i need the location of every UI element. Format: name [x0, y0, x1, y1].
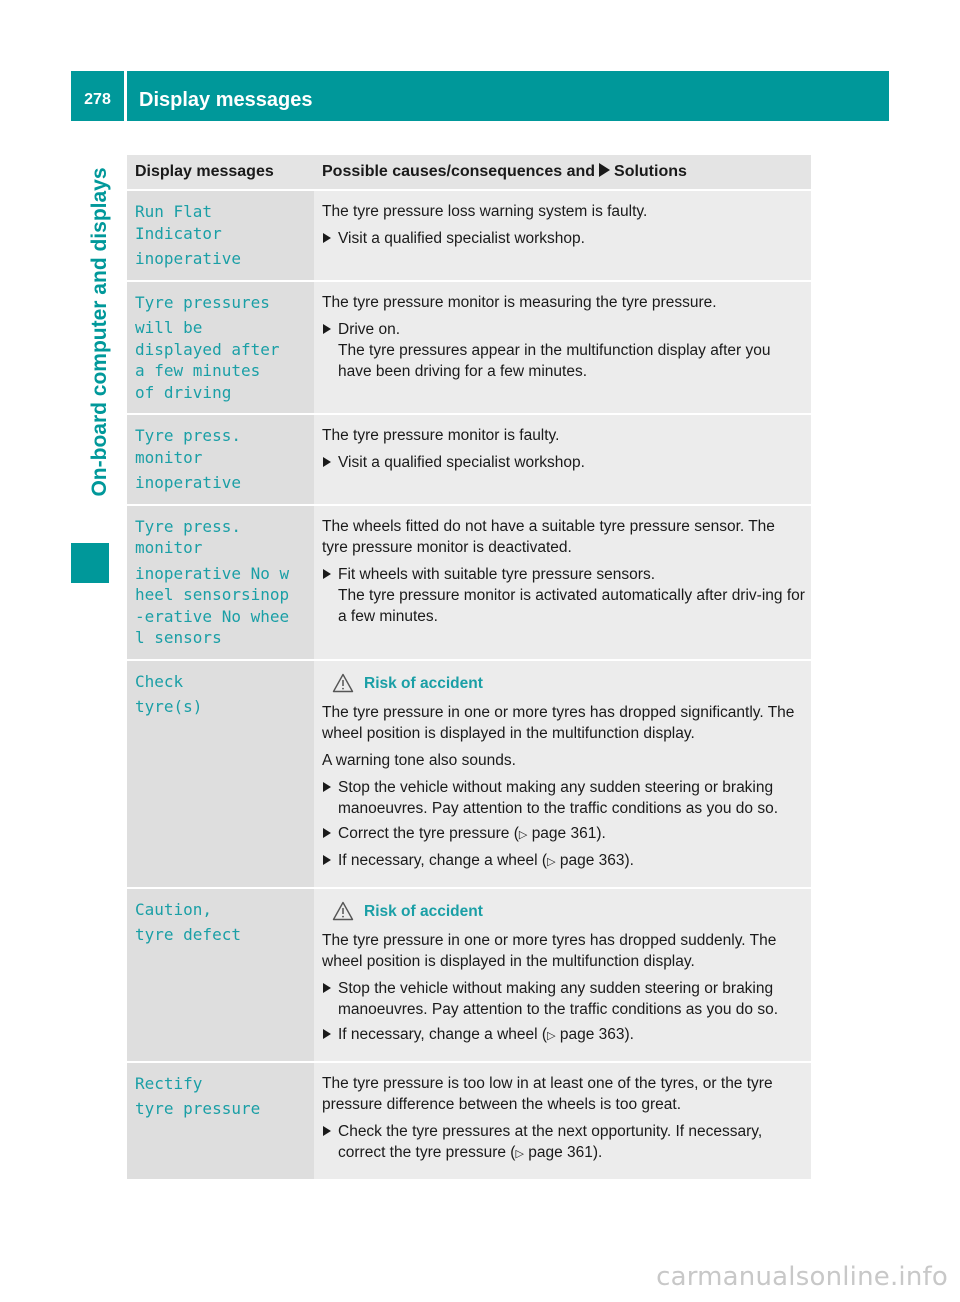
display-message-cell [127, 191, 314, 282]
header-divider [124, 71, 127, 121]
display-message-line: tyre pressure [135, 1099, 261, 1118]
solution-cell [314, 506, 811, 661]
page-header [71, 71, 889, 121]
cause-text: The tyre pressure loss warning system is faulty. [322, 203, 648, 220]
cause-text: The tyre pressure is too low in at least one of the tyres, or the tyre pressure difference between the wheels is too great. [322, 1074, 773, 1113]
display-message-cell [127, 506, 314, 661]
cause-text-extra: A warning tone also sounds. [322, 751, 516, 769]
cause-text: The tyre pressure monitor is faulty. [322, 427, 560, 444]
step-arrow-icon [323, 1126, 331, 1136]
table-row [127, 282, 811, 416]
step-arrow-icon [323, 828, 331, 838]
solution-cell [314, 661, 811, 889]
display-message-cell [127, 282, 314, 416]
step-text: Visit a qualified specialist workshop. [338, 454, 585, 471]
cause-text: The wheels fitted do not have a suitable tyre pressure sensor. The tyre pressure monitor is deactivated. [322, 517, 775, 556]
display-message-cell [127, 415, 314, 506]
display-message-line: Run Flat Indicator [135, 202, 222, 243]
step-arrow-icon [323, 457, 331, 467]
column-header-solutions-text: Solutions [614, 163, 687, 180]
display-message-line: tyre(s) [135, 697, 203, 716]
solution-cell [314, 191, 811, 282]
step-text: Drive on. [338, 320, 401, 338]
solution-step [322, 823, 805, 846]
page-reference-icon: ▷ [547, 1029, 556, 1042]
page-reference-link[interactable]: page 361). [528, 1143, 603, 1161]
page-reference-icon: ▷ [547, 855, 556, 868]
watermark: carmanualsonline.info [656, 1262, 948, 1292]
page-reference-link[interactable]: page 363). [559, 1025, 634, 1043]
page-title: Display messages [139, 89, 313, 111]
table-row [127, 506, 811, 661]
cause-text: The tyre pressure in one or more tyres has dropped significantly. The wheel position is displayed in the multifunction display. [322, 703, 795, 742]
solution-step [322, 1121, 805, 1165]
solution-step [322, 564, 805, 627]
solution-cell [314, 1063, 811, 1181]
play-arrow-icon [599, 163, 610, 177]
chapter-marker-block [71, 543, 109, 583]
solution-cell [314, 282, 811, 416]
table-row [127, 661, 811, 889]
page-reference-icon: ▷ [515, 1147, 524, 1160]
step-arrow-icon [323, 324, 331, 334]
solution-step [322, 452, 805, 473]
display-message-cell [127, 661, 314, 889]
display-messages-table [127, 155, 811, 1181]
table-row [127, 889, 811, 1063]
display-message-cell [127, 1063, 314, 1181]
step-arrow-icon [323, 1029, 331, 1039]
step-text: Stop the vehicle without making any sudden steering or braking manoeuvres. Pay attention to the traffic conditions as you do so. [338, 979, 779, 1018]
display-message-line: inoperative No wheel sensorsinop‐erative No wheel sensors [135, 563, 290, 647]
display-message-line: Caution, [135, 899, 213, 919]
solution-cell [314, 415, 811, 506]
step-result-text: The tyre pressures appear in the multifunction display after you have been driving for a few minutes. [338, 341, 771, 380]
display-message-cell [127, 889, 314, 1063]
column-header-messages: Display messages [127, 155, 314, 191]
step-arrow-icon [323, 983, 331, 993]
side-label-container [84, 132, 116, 532]
step-arrow-icon [323, 569, 331, 579]
table-row [127, 415, 811, 506]
display-message-line: tyre defect [135, 925, 241, 944]
display-message-line: Tyre press. monitor [135, 426, 241, 467]
warning-text: Risk of accident [364, 902, 483, 920]
display-message-line: inoperative [135, 249, 241, 268]
solution-step [322, 850, 805, 873]
warning-heading [332, 901, 805, 922]
cause-text: The tyre pressure in one or more tyres has dropped suddenly. The wheel position is displayed in the multifunction display. [322, 931, 777, 970]
display-message-line: Check [135, 671, 184, 691]
column-header-causes-text: Possible causes/consequences and [322, 163, 596, 180]
step-text: Correct the tyre pressure ( [338, 824, 519, 842]
chapter-side-label: On-board computer and displays [88, 167, 111, 497]
step-text: Visit a qualified specialist workshop. [338, 230, 585, 247]
step-text: If necessary, change a wheel ( [338, 1025, 548, 1043]
step-arrow-icon [323, 233, 331, 243]
table-row [127, 191, 811, 282]
solution-step [322, 319, 805, 382]
table-header-row [127, 155, 811, 191]
page-reference-icon: ▷ [518, 828, 528, 841]
step-text: Stop the vehicle without making any sudden steering or braking manoeuvres. Pay attention to the traffic conditions as you do so. [338, 778, 779, 817]
warning-triangle-icon [332, 673, 354, 693]
warning-text: Risk of accident [364, 674, 483, 692]
page-reference-link[interactable]: page 363). [559, 851, 634, 869]
solution-step [322, 777, 805, 819]
page-reference-link[interactable]: page 361). [531, 824, 606, 842]
page-number: 278 [84, 91, 111, 108]
solution-step [322, 1024, 805, 1047]
display-message-line: inoperative [135, 473, 241, 492]
solution-step [322, 228, 805, 249]
display-message-line: will be displayed after a few minutes of driving [135, 318, 280, 402]
step-arrow-icon [323, 782, 331, 792]
step-text: If necessary, change a wheel ( [338, 851, 548, 869]
step-text: Fit wheels with suitable tyre pressure sensors. [338, 565, 656, 583]
display-message-line: Tyre pressures [135, 292, 270, 312]
step-text: Check the tyre pressures at the next opportunity. If necessary, correct the tyre pressure ( [338, 1122, 763, 1161]
step-arrow-icon [323, 855, 331, 865]
display-message-line: Rectify [135, 1073, 203, 1093]
column-header-causes [314, 155, 811, 191]
solution-cell [314, 889, 811, 1063]
warning-triangle-icon [332, 901, 354, 921]
solution-step [322, 978, 805, 1020]
display-message-line: Tyre press. monitor [135, 516, 241, 557]
step-result-text: The tyre pressure monitor is activated automatically after driv‐ing for a few minutes. [338, 586, 805, 625]
table-row [127, 1063, 811, 1181]
cause-text: The tyre pressure monitor is measuring the tyre pressure. [322, 293, 717, 311]
warning-heading [332, 673, 805, 694]
